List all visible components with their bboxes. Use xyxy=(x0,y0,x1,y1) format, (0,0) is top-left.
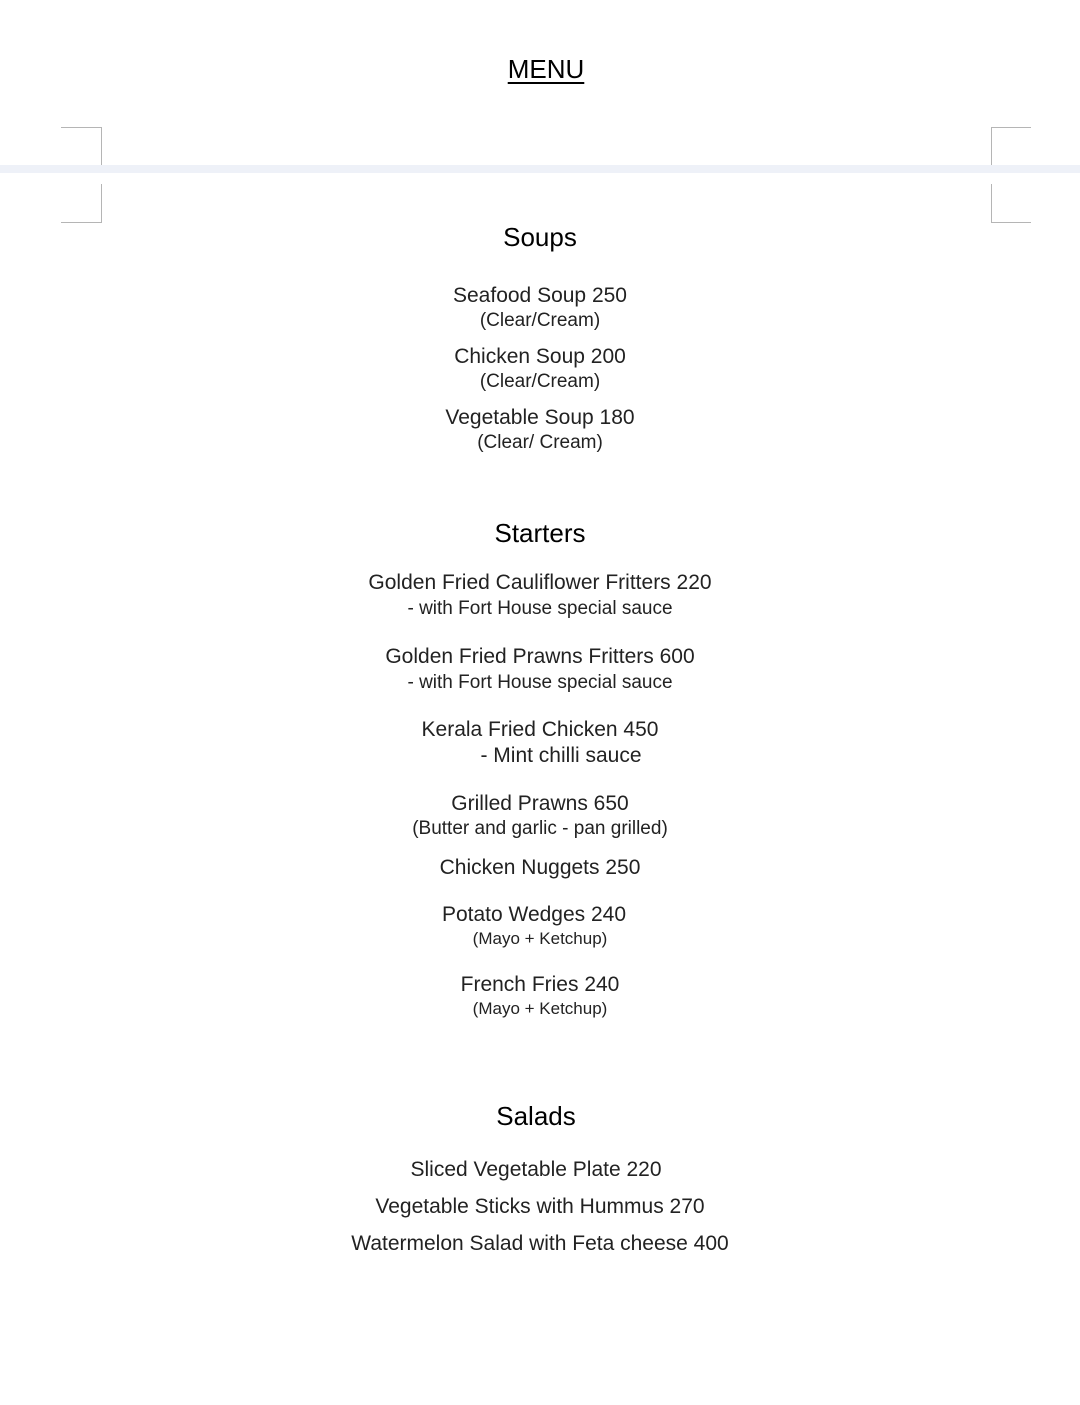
menu-title: MENU xyxy=(507,54,585,84)
page-corner-mark-bottom-right xyxy=(991,184,1031,223)
salad-item-name: Watermelon Salad with Feta cheese 400 xyxy=(351,1232,729,1255)
starter-item-note: - with Fort House special sauce xyxy=(407,598,673,619)
starter-item-name: Kerala Fried Chicken 450 xyxy=(421,718,659,741)
salad-item-name: Sliced Vegetable Plate 220 xyxy=(410,1158,662,1181)
starter-item-note: (Mayo + Ketchup) xyxy=(472,999,608,1018)
page-corner-mark-top-right xyxy=(991,127,1031,166)
starter-item-name: Golden Fried Cauliflower Fritters 220 xyxy=(368,571,712,594)
starter-item-note: - with Fort House special sauce xyxy=(407,672,673,693)
soup-item-name: Seafood Soup 250 xyxy=(453,284,627,307)
starter-item-name: Grilled Prawns 650 xyxy=(451,792,629,815)
starter-item-name: Chicken Nuggets 250 xyxy=(439,856,641,879)
page-break-band xyxy=(0,165,1080,173)
soups-heading: Soups xyxy=(503,222,577,252)
soup-item-name: Chicken Soup 200 xyxy=(454,345,626,368)
salads-heading: Salads xyxy=(496,1101,576,1131)
soup-item-note: (Clear/Cream) xyxy=(479,371,601,392)
salad-item-name: Vegetable Sticks with Hummus 270 xyxy=(375,1195,705,1218)
starter-item-note: - Mint chilli sauce xyxy=(480,744,642,767)
starter-item-note: (Mayo + Ketchup) xyxy=(472,929,608,948)
soup-item-note: (Clear/Cream) xyxy=(479,310,601,331)
page-corner-mark-top-left xyxy=(61,127,102,166)
starter-item-name: Potato Wedges 240 xyxy=(441,903,627,926)
starter-item-note: (Butter and garlic - pan grilled) xyxy=(412,818,668,839)
page-corner-mark-bottom-left xyxy=(61,184,102,223)
starter-item-name: Golden Fried Prawns Fritters 600 xyxy=(385,645,695,668)
soup-item-note: (Clear/ Cream) xyxy=(477,432,603,453)
soup-item-name: Vegetable Soup 180 xyxy=(445,406,635,429)
starters-heading: Starters xyxy=(494,518,586,548)
starter-item-name: French Fries 240 xyxy=(460,973,620,996)
